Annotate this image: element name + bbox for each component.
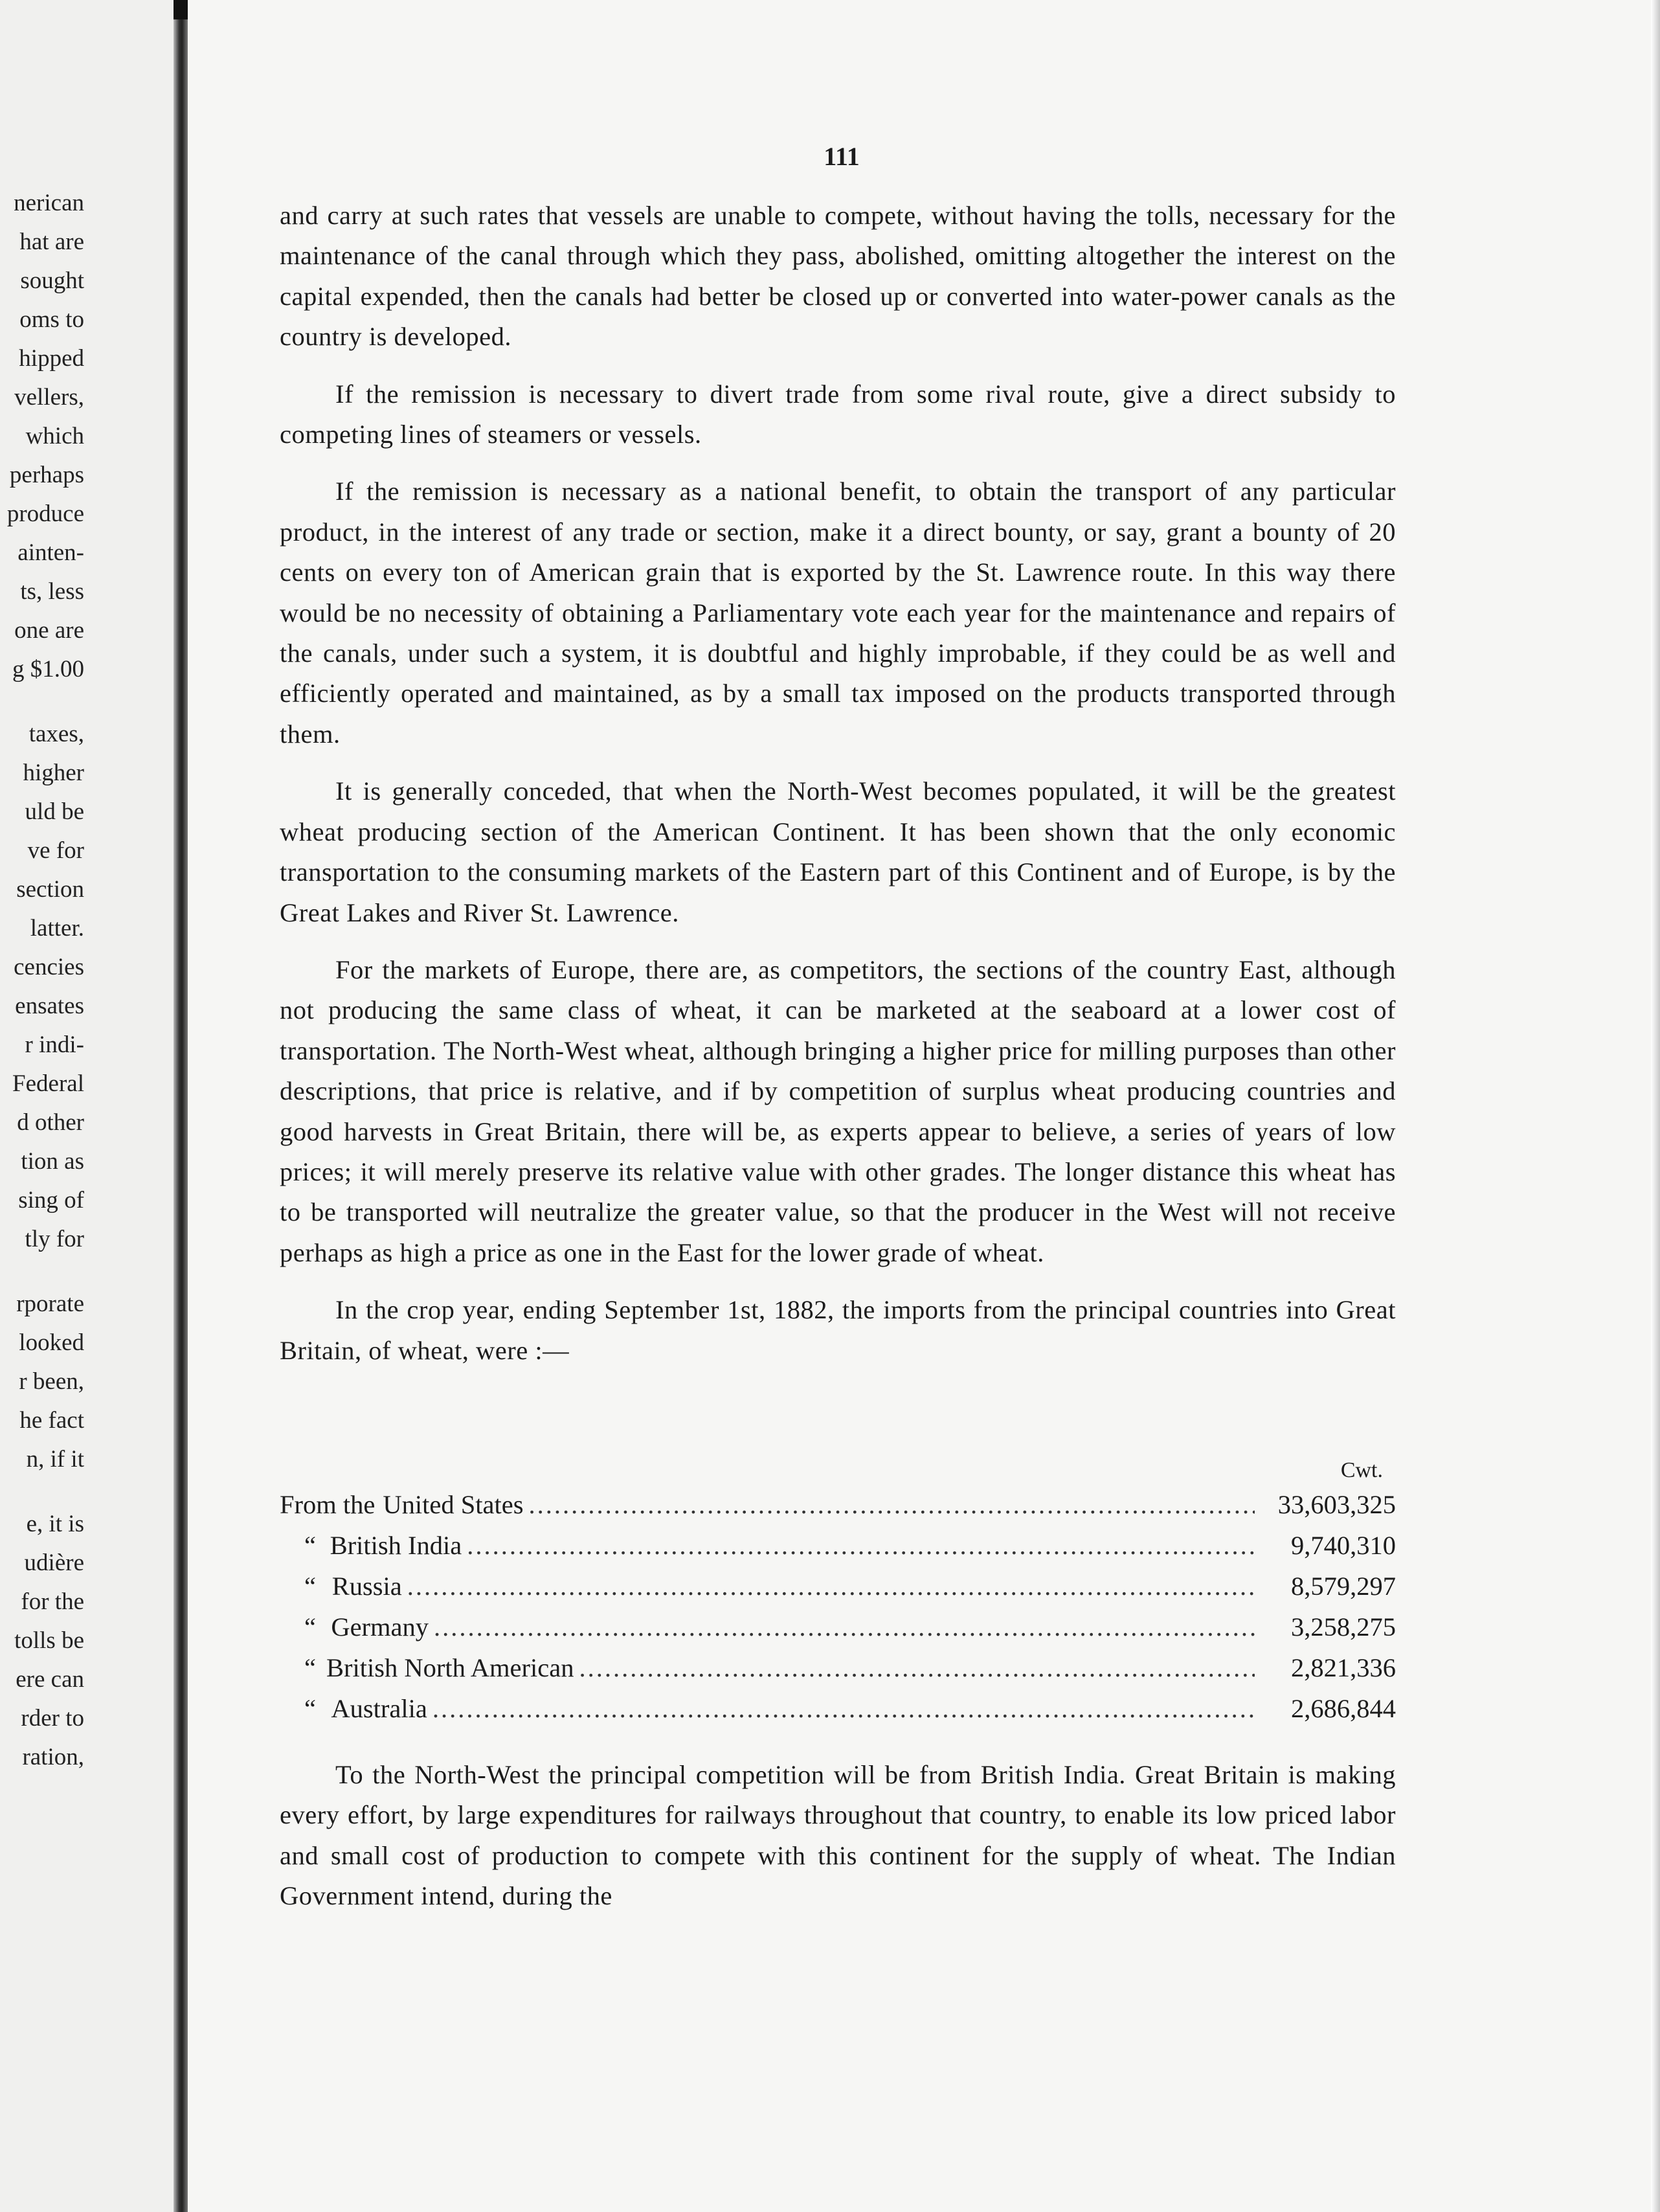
import-country: Germany	[331, 1612, 429, 1642]
paragraph: For the markets of Europe, there are, as competitors, the sections of the country East, although not producing the same class of wheat, it can be marketed at the seaboard at a lower cost of transportation. The North-West wheat, although bringing a higher price for milling purposes than other descriptions, that price is relative, and if by competition of surplus wheat producing countries and good harvests in Great Britain, there will be, as experts appear to believe, a series of years of low prices; it will merely preserve its relative value with other grades. The longer distance this wheat has to be transported will neutralize the greater value, so that the producer in the West will not receive perhaps as high a price as one in the East for the lower grade of wheat.	[280, 954, 1396, 1267]
import-country: Australia	[331, 1694, 427, 1723]
import-row	[280, 1530, 1396, 1571]
facing-page-fragment: d other	[17, 1109, 84, 1136]
facing-page-fragment: ts, less	[20, 578, 84, 605]
facing-page-fragment: r indi-	[25, 1032, 84, 1058]
dot-leader	[434, 1612, 1255, 1642]
import-prefix: From the	[280, 1490, 376, 1519]
facing-page-fragment: ration,	[22, 1744, 84, 1770]
paragraph: If the remission is necessary to divert trade from some rival route, give a direct subsidy to competing lines of steamers or vessels.	[280, 379, 1396, 449]
facing-page-fragment: sought	[20, 267, 84, 294]
import-row	[280, 1693, 1396, 1734]
gutter-shadow	[174, 0, 188, 19]
dot-leader	[579, 1653, 1255, 1683]
import-row	[280, 1571, 1396, 1612]
facing-page-fragment: produce	[6, 501, 84, 527]
import-row	[280, 1489, 1396, 1530]
dot-leader	[432, 1693, 1255, 1724]
facing-page-fragment: ve for	[27, 837, 84, 864]
dot-leader	[467, 1530, 1255, 1561]
facing-page-fragment: sing of	[18, 1187, 84, 1213]
facing-page-fragment: n, if it	[26, 1446, 84, 1473]
facing-page-fragment: nerican	[14, 190, 84, 216]
facing-page-fragment: uld be	[25, 798, 84, 825]
import-amount: 3,258,275	[1291, 1612, 1396, 1642]
paragraph: In the crop year, ending September 1st, 1882, the imports from the principal countries into Great Britain, of wheat, were :—	[280, 1295, 1396, 1365]
facing-page-fragment: taxes,	[28, 721, 84, 747]
facing-page-fragment: higher	[23, 760, 84, 786]
facing-page-fragment: tly for	[25, 1226, 84, 1252]
import-prefix: “	[304, 1572, 316, 1601]
facing-page-fragment: ere can	[16, 1666, 84, 1693]
facing-page-fragment: looked	[19, 1329, 84, 1356]
facing-page-fragment: ainten-	[17, 539, 84, 566]
facing-page-fragment: one are	[14, 617, 84, 644]
import-prefix: “	[304, 1531, 316, 1560]
import-amount: 9,740,310	[1291, 1531, 1396, 1560]
imports-table	[280, 1458, 1396, 1734]
facing-page-fragment: rporate	[16, 1291, 84, 1317]
import-amount: 2,821,336	[1291, 1653, 1396, 1682]
facing-page-fragment: rder to	[21, 1705, 84, 1732]
facing-page-fragment: hat are	[19, 229, 84, 255]
dot-leader	[528, 1489, 1255, 1520]
import-amount: 2,686,844	[1291, 1694, 1396, 1723]
facing-page-fragment: perhaps	[9, 462, 84, 488]
imports-rows	[280, 1489, 1396, 1734]
import-row	[280, 1653, 1396, 1693]
facing-page-fragment: latter.	[30, 915, 84, 942]
page-edge	[1651, 0, 1660, 2212]
dot-leader	[407, 1571, 1255, 1601]
closing-text	[280, 1755, 1396, 1917]
paragraph: It is generally conceded, that when the North-West becomes populated, it will be the greatest wheat producing section of the American Continent. It has been shown that the only economic transportation to the consuming markets of the Eastern part of this Continent and of Europe, is by the Great Lakes and River St. Lawrence.	[280, 776, 1396, 927]
import-amount: 33,603,325	[1277, 1490, 1396, 1519]
facing-page-fragment: cencies	[14, 954, 84, 980]
facing-page-fragment: which	[25, 423, 84, 449]
imports-unit-label: Cwt.	[1340, 1458, 1383, 1482]
page-number: 111	[824, 142, 860, 171]
facing-page-margin	[0, 0, 181, 2212]
facing-page-fragment: tion as	[21, 1148, 84, 1175]
import-row	[280, 1612, 1396, 1653]
import-prefix: “	[304, 1694, 316, 1723]
book-gutter	[174, 0, 188, 2212]
import-prefix: “	[304, 1612, 316, 1642]
facing-page-fragment: ensates	[15, 993, 84, 1019]
facing-page-fragment: e, it is	[26, 1511, 84, 1537]
facing-page-fragment: hipped	[19, 345, 84, 372]
facing-page-fragment: section	[16, 876, 84, 903]
import-country: British North American	[326, 1653, 574, 1682]
import-prefix: “	[304, 1653, 316, 1682]
paragraph: and carry at such rates that vessels are unable to compete, without having the tolls, necessary for the maintenance of the canal through which they pass, abolished, omitting altogether the interest on the capital expended, then the canals had better be closed up or converted into water-power canals as the country is developed.	[280, 201, 1396, 352]
facing-page-fragment: udière	[24, 1550, 84, 1576]
facing-page-fragment: tolls be	[14, 1627, 84, 1654]
facing-page-fragment: he fact	[19, 1407, 84, 1434]
facing-page-fragment: Federal	[12, 1070, 84, 1097]
facing-page-fragment: r been,	[19, 1368, 84, 1395]
import-country: United States	[383, 1490, 524, 1519]
import-country: Russia	[331, 1572, 402, 1601]
import-country: British India	[330, 1531, 462, 1560]
import-amount: 8,579,297	[1291, 1572, 1396, 1601]
paragraph: To the North-West the principal competition will be from British India. Great Britain is making every effort, by large expenditures for railways throughout that country, to enable its low priced labor and small cost of production to compete with this continent for the supply of wheat. The Indian Government intend, during the	[280, 1760, 1396, 1911]
facing-page-fragment: vellers,	[14, 384, 84, 411]
body-text	[280, 196, 1396, 1388]
facing-page-fragment: g $1.00	[12, 656, 84, 683]
facing-page-fragment: for the	[21, 1588, 84, 1615]
facing-page-fragment: oms to	[19, 306, 84, 333]
paragraph: If the remission is necessary as a national benefit, to obtain the transport of any particular product, in the interest of any trade or section, make it a direct bounty, or say, grant a bounty of 20 cents on every ton of American grain that is exported by the St. Lawrence route. In this way there would be no necessity of obtaining a Parliamentary vote each year for the maintenance and repairs of the canals, under such a system, it is doubtful and highly improbable, if they could be as well and efficiently operated and maintained, as by a small tax imposed on the products transported through them.	[280, 477, 1396, 749]
